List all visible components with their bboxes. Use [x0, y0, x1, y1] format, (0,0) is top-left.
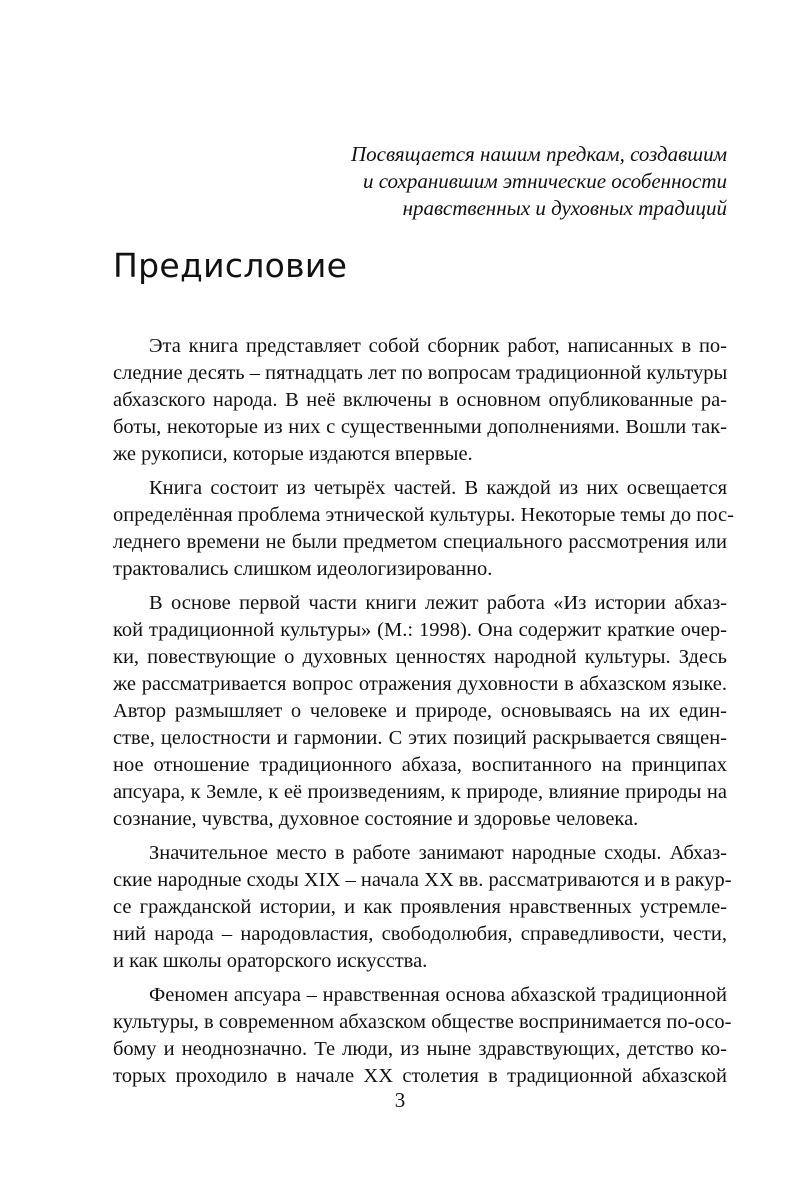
paragraph	[113, 840, 732, 975]
dedication	[207, 141, 727, 222]
text-line: леднего времени не были предметом специального рассмотрения или	[113, 531, 727, 553]
text-line: ки, повествующие о духовных ценностях народной культуры. Здесь	[113, 646, 727, 668]
text-line: В основе первой части книги лежит работа «Из истории абхаз-	[149, 592, 727, 614]
text-line: трактовались слишком идеологизированно.	[113, 558, 493, 580]
text-line: боты, некоторые из них с существенными дополнениями. Вошли так-	[113, 416, 727, 438]
text-line: апсуара, к Земле, к её произведениям, к природе, влияние природы на	[113, 781, 727, 803]
text-line: Автор размышляет о человеке и природе, основываясь на их един-	[113, 700, 727, 722]
paragraph	[113, 475, 734, 583]
text-line: ний народа – народовластия, свободолюбия, справедливости, чести,	[113, 923, 727, 945]
dedication-line: Посвящается нашим предкам, создавшим	[351, 142, 727, 166]
body-text	[113, 333, 734, 1097]
text-line: стве, целостности и гармонии. С этих позиций раскрывается священ-	[113, 727, 727, 749]
text-line: ские народные сходы XIX – начала XX вв. рассматриваются и в ракур-	[113, 869, 732, 891]
text-line: же рассматривается вопрос отражения духовности в абхазском языке.	[113, 673, 727, 695]
paragraph	[113, 590, 727, 833]
text-line: торых проходило в начале XX столетия в традиционной абхазской	[113, 1065, 727, 1087]
text-line: культуры, в современном абхазском обществе воспринимается по-осо-	[113, 1011, 732, 1033]
text-line: Эта книга представляет собой сборник работ, написанных в по-	[149, 335, 727, 357]
text-line: бому и неоднозначно. Те люди, из ныне здравствующих, детство ко-	[113, 1038, 727, 1060]
text-line: се гражданской истории, и как проявления нравственных устремле-	[113, 896, 727, 918]
text-line: же рукописи, которые издаются впервые.	[113, 443, 473, 465]
text-line: определённая проблема этнической культуры. Некоторые темы до пос-	[113, 504, 734, 526]
text-line: Книга состоит из четырёх частей. В каждой из них освещается	[149, 477, 727, 499]
paragraph	[113, 333, 727, 468]
paragraph	[113, 982, 732, 1090]
chapter-heading: Предисловие	[113, 246, 348, 285]
text-line: ное отношение традиционного абхаза, воспитанного на принципах	[113, 754, 727, 776]
text-line: абхазского народа. В неё включены в основном опубликованные ра-	[113, 389, 727, 411]
page-number: 3	[394, 1088, 406, 1112]
text-line: Феномен апсуара – нравственная основа абхазской традиционной	[149, 984, 727, 1006]
dedication-line: и сохранившим этнические особенности	[362, 169, 727, 193]
text-line: следние десять – пятнадцать лет по вопросам традиционной культуры	[113, 362, 728, 384]
text-line: Значительное место в работе занимают народные сходы. Абхаз-	[149, 842, 727, 864]
text-line: кой традиционной культуры» (М.: 1998). Она содержит краткие очер-	[113, 619, 727, 641]
text-line: сознание, чувства, духовное состояние и здоровье человека.	[113, 808, 639, 830]
dedication-line: нравственных и духовных традиций	[402, 196, 727, 220]
text-line: и как школы ораторского искусства.	[113, 950, 428, 972]
